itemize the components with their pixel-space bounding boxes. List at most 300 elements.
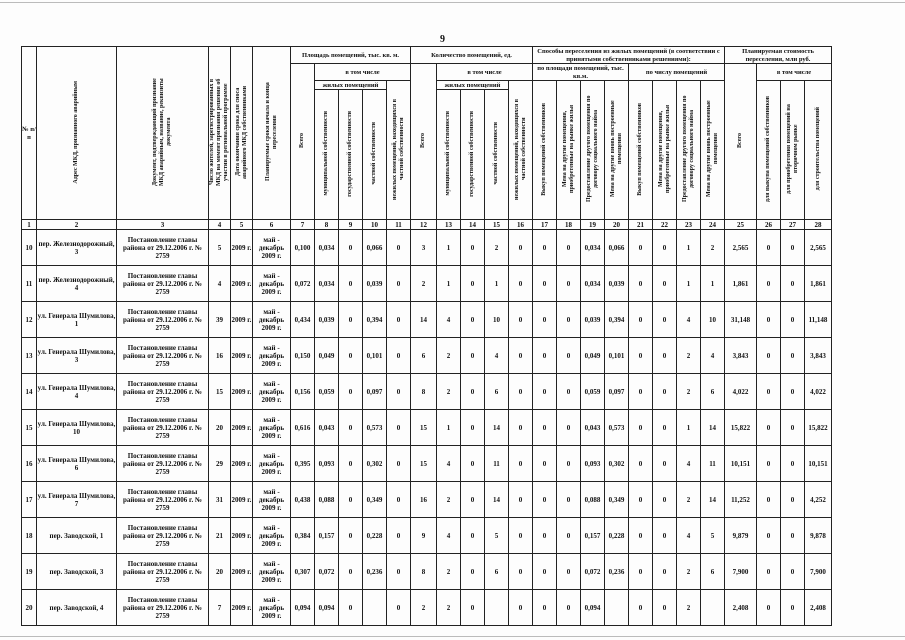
value-cell-col-15 [485,590,509,626]
value-cell-col-25: 2,408 [725,590,757,626]
value-cell-col-7: 0,438 [291,482,315,518]
value-cell-col-9: 0 [339,518,363,554]
header-cost-buyout: для выкупа помещений собственников [757,81,781,220]
value-cell-col-12: 15 [411,410,437,446]
value-cell-col-20: 0,039 [605,266,629,302]
value-cell-col-15: 11 [485,446,509,482]
value-cell-col-20: 0,097 [605,374,629,410]
value-cell-col-19: 0,039 [581,302,605,338]
value-cell-col-13: 1 [437,266,461,302]
table-row [22,446,832,482]
value-cell-col-25: 3,843 [725,338,757,374]
value-cell-col-11: 0 [387,554,411,590]
address-cell: ул. Генерала Шумилова, 6 [37,446,117,482]
value-cell-col-7: 0,150 [291,338,315,374]
value-cell-col-17: 0 [533,266,557,302]
value-cell-col-27: 0 [781,410,805,446]
address-cell: ул. Генерала Шумилова, 10 [37,410,117,446]
value-cell-col-28: 2,408 [805,590,832,626]
column-number: 12 [411,220,437,230]
value-cell-col-23: 4 [677,446,701,482]
row-number: 15 [22,410,37,446]
value-cell-col-15: 14 [485,410,509,446]
value-cell-col-25: 11,252 [725,482,757,518]
value-cell-col-19: 0,049 [581,338,605,374]
header-area-incl: в том числе [315,64,411,81]
value-cell-col-16: 0 [509,482,533,518]
header-count-buyout: Выкуп помещений собственников [629,81,653,220]
value-cell-col-7: 0,616 [291,410,315,446]
value-cell-col-15: 14 [485,482,509,518]
value-cell-col-25: 4,022 [725,374,757,410]
value-cell-col-17: 0 [533,518,557,554]
document-cell: Постановление главы района от 29.12.2006 г. № 2759 [117,230,209,266]
value-cell-col-10: 0,394 [363,302,387,338]
value-cell-col-11: 0 [387,482,411,518]
value-cell-col-10: 0,097 [363,374,387,410]
value-cell-col-16: 0 [509,518,533,554]
value-cell-col-15: 5 [485,518,509,554]
column-number: 17 [533,220,557,230]
value-cell-col-23: 1 [677,230,701,266]
address-cell: пер. Заводской, 3 [37,554,117,590]
value-cell-col-16: 0 [509,230,533,266]
value-cell-col-10: 0,066 [363,230,387,266]
value-cell-col-24: 2 [701,230,725,266]
value-cell-col-14: 0 [461,230,485,266]
value-cell-col-28: 2,565 [805,230,832,266]
header-residents: Число жителей, зарегистрированных в МКД на момент признания решения об участии в региональной программе [209,47,231,220]
document-cell: Постановление главы района от 29.12.2006 г. № 2759 [117,590,209,626]
address-cell: пер. Заводской, 1 [37,518,117,554]
value-cell-col-27: 0 [781,518,805,554]
table-row [22,338,832,374]
value-cell-col-16: 0 [509,554,533,590]
period-cell: май - декабрь 2009 г. [253,266,291,302]
value-cell-col-20: 0,349 [605,482,629,518]
value-cell-col-28: 4,022 [805,374,832,410]
row-number: 13 [22,338,37,374]
value-cell-col-19: 0,043 [581,410,605,446]
column-number: 14 [461,220,485,230]
value-cell-col-7: 0,434 [291,302,315,338]
header-by-area: по площади помещений, тыс. кв.м. [533,64,629,81]
value-cell-col-13: 2 [437,554,461,590]
value-cell-col-27: 0 [781,302,805,338]
column-number: 1 [22,220,37,230]
value-cell-col-8: 0,093 [315,446,339,482]
value-cell-col-16: 0 [509,266,533,302]
header-cost-total: Всего [725,64,757,220]
value-cell-col-23: 1 [677,266,701,302]
document-cell: Постановление главы района от 29.12.2006 г. № 2759 [117,446,209,482]
value-cell-col-15: 10 [485,302,509,338]
document-cell: Постановление главы района от 29.12.2006 г. № 2759 [117,554,209,590]
table-row [22,518,832,554]
value-cell-col-8: 0,072 [315,554,339,590]
value-cell-col-24: 5 [701,518,725,554]
header-area-exch-bought: Мена на другие помещения, приобретенные на рынке жилья [557,81,581,220]
period-cell: май - декабрь 2009 г. [253,554,291,590]
period-cell: май - декабрь 2009 г. [253,374,291,410]
table-row [22,374,832,410]
value-cell-col-24: 11 [701,446,725,482]
header-area-state: государственной собственности [339,90,363,220]
value-cell-col-9: 0 [339,410,363,446]
value-cell-col-12: 15 [411,446,437,482]
value-cell-col-23: 2 [677,482,701,518]
value-cell-col-9: 0 [339,338,363,374]
value-cell-col-8: 0,034 [315,266,339,302]
table-row [22,266,832,302]
residents-cell: 5 [209,230,231,266]
address-cell: ул. Генерала Шумилова, 7 [37,482,117,518]
value-cell-col-12: 2 [411,590,437,626]
value-cell-col-24: 6 [701,374,725,410]
value-cell-col-10: 0,228 [363,518,387,554]
value-cell-col-27: 0 [781,230,805,266]
demolition-date-cell: 2009 г. [231,266,253,302]
value-cell-col-26: 0 [757,554,781,590]
value-cell-col-12: 16 [411,482,437,518]
value-cell-col-20: 0,302 [605,446,629,482]
value-cell-col-7: 0,307 [291,554,315,590]
value-cell-col-10: 0,573 [363,410,387,446]
value-cell-col-10: 0,349 [363,482,387,518]
value-cell-col-28: 15,822 [805,410,832,446]
column-number: 22 [653,220,677,230]
header-count-exch-built: Мена на другие вновь построенные помещения [701,81,725,220]
value-cell-col-26: 0 [757,590,781,626]
header-document: Документ, подтверждающий признание МКД аварийным, название, реквизиты документа [117,47,209,220]
header-cost-purchase: для приобретения помещений на вторичном рынке [781,81,805,220]
value-cell-col-16: 0 [509,410,533,446]
document-cell: Постановление главы района от 29.12.2006 г. № 2759 [117,338,209,374]
value-cell-col-27: 0 [781,554,805,590]
address-cell: пер. Железнодорожный, 4 [37,266,117,302]
demolition-date-cell: 2009 г. [231,590,253,626]
value-cell-col-12: 9 [411,518,437,554]
value-cell-col-13: 4 [437,302,461,338]
header-area-buyout: Выкуп помещений собственников [533,81,557,220]
value-cell-col-14: 0 [461,338,485,374]
table-row [22,410,832,446]
column-number: 28 [805,220,832,230]
value-cell-col-14: 0 [461,590,485,626]
document-cell: Постановление главы района от 29.12.2006 г. № 2759 [117,518,209,554]
value-cell-col-27: 0 [781,446,805,482]
header-cost-build: для строительства помещений [805,81,832,220]
value-cell-col-19: 0,093 [581,446,605,482]
period-cell: май - декабрь 2009 г. [253,410,291,446]
residents-cell: 15 [209,374,231,410]
value-cell-col-11: 0 [387,446,411,482]
value-cell-col-22: 0 [653,446,677,482]
column-number: 23 [677,220,701,230]
value-cell-col-20: 0,573 [605,410,629,446]
value-cell-col-20: 0,066 [605,230,629,266]
value-cell-col-23: 2 [677,590,701,626]
value-cell-col-21: 0 [629,554,653,590]
value-cell-col-18: 0 [557,590,581,626]
value-cell-col-7: 0,100 [291,230,315,266]
value-cell-col-23: 2 [677,338,701,374]
header-count-municipal: муниципальной собственности [437,90,461,220]
value-cell-col-28: 7,900 [805,554,832,590]
header-count-residential: жилых помещений [437,81,509,90]
value-cell-col-20: 0,236 [605,554,629,590]
column-number: 24 [701,220,725,230]
value-cell-col-21: 0 [629,446,653,482]
value-cell-col-13: 1 [437,410,461,446]
demolition-date-cell: 2009 г. [231,482,253,518]
value-cell-col-14: 0 [461,266,485,302]
value-cell-col-15: 1 [485,266,509,302]
demolition-date-cell: 2009 г. [231,446,253,482]
value-cell-col-18: 0 [557,266,581,302]
header-row-number: № п/п [22,47,37,220]
residents-cell: 4 [209,266,231,302]
row-number: 17 [22,482,37,518]
value-cell-col-16: 0 [509,590,533,626]
value-cell-col-13: 1 [437,230,461,266]
value-cell-col-7: 0,072 [291,266,315,302]
value-cell-col-10: 0,236 [363,554,387,590]
value-cell-col-11: 0 [387,302,411,338]
value-cell-col-24 [701,590,725,626]
value-cell-col-20: 0,394 [605,302,629,338]
value-cell-col-25: 10,151 [725,446,757,482]
value-cell-col-18: 0 [557,374,581,410]
residents-cell: 16 [209,338,231,374]
residents-cell: 7 [209,590,231,626]
table-row [22,590,832,626]
value-cell-col-7: 0,384 [291,518,315,554]
value-cell-col-20 [605,590,629,626]
value-cell-col-12: 6 [411,338,437,374]
demolition-date-cell: 2009 г. [231,554,253,590]
value-cell-col-23: 2 [677,554,701,590]
address-cell: ул. Генерала Шумилова, 1 [37,302,117,338]
value-cell-col-25: 7,900 [725,554,757,590]
header-area-private: частной собственности [363,90,387,220]
header-area-total: Всего [291,64,315,220]
row-number: 19 [22,554,37,590]
value-cell-col-9: 0 [339,230,363,266]
value-cell-col-9: 0 [339,554,363,590]
residents-cell: 20 [209,554,231,590]
table-row [22,302,832,338]
value-cell-col-13: 4 [437,446,461,482]
column-number: 6 [253,220,291,230]
value-cell-col-22: 0 [653,410,677,446]
value-cell-col-25: 15,822 [725,410,757,446]
row-number: 20 [22,590,37,626]
value-cell-col-16: 0 [509,302,533,338]
column-number: 5 [231,220,253,230]
value-cell-col-11: 0 [387,590,411,626]
value-cell-col-14: 0 [461,302,485,338]
value-cell-col-26: 0 [757,446,781,482]
address-cell: пер. Железнодорожный, 3 [37,230,117,266]
demolition-date-cell: 2009 г. [231,230,253,266]
value-cell-col-21: 0 [629,302,653,338]
value-cell-col-16: 0 [509,374,533,410]
column-number: 26 [757,220,781,230]
value-cell-col-19: 0,088 [581,482,605,518]
header-area-residential: жилых помещений [315,81,387,90]
column-number: 27 [781,220,805,230]
column-number: 3 [117,220,209,230]
value-cell-col-10 [363,590,387,626]
value-cell-col-23: 4 [677,302,701,338]
address-cell: ул. Генерала Шумилова, 4 [37,374,117,410]
residents-cell: 29 [209,446,231,482]
value-cell-col-17: 0 [533,590,557,626]
column-number: 16 [509,220,533,230]
value-cell-col-19: 0,034 [581,230,605,266]
value-cell-col-22: 0 [653,338,677,374]
value-cell-col-8: 0,049 [315,338,339,374]
resettlement-table [21,46,832,626]
value-cell-col-22: 0 [653,374,677,410]
value-cell-col-19: 0,094 [581,590,605,626]
value-cell-col-7: 0,156 [291,374,315,410]
value-cell-col-8: 0,157 [315,518,339,554]
value-cell-col-22: 0 [653,554,677,590]
value-cell-col-25: 9,879 [725,518,757,554]
document-cell: Постановление главы района от 29.12.2006 г. № 2759 [117,410,209,446]
value-cell-col-26: 0 [757,338,781,374]
value-cell-col-28: 1,861 [805,266,832,302]
value-cell-col-12: 3 [411,230,437,266]
value-cell-col-23: 2 [677,374,701,410]
value-cell-col-24: 1 [701,266,725,302]
value-cell-col-8: 0,043 [315,410,339,446]
value-cell-col-15: 6 [485,554,509,590]
value-cell-col-12: 2 [411,266,437,302]
period-cell: май - декабрь 2009 г. [253,446,291,482]
value-cell-col-18: 0 [557,230,581,266]
period-cell: май - декабрь 2009 г. [253,590,291,626]
header-period: Планируемые сроки начала и конца переселения [253,47,291,220]
value-cell-col-22: 0 [653,518,677,554]
document-cell: Постановление главы района от 29.12.2006 г. № 2759 [117,482,209,518]
header-area: Площадь помещений, тыс. кв. м. [291,47,411,64]
value-cell-col-11: 0 [387,518,411,554]
value-cell-col-11: 0 [387,338,411,374]
value-cell-col-18: 0 [557,410,581,446]
value-cell-col-24: 4 [701,338,725,374]
value-cell-col-28: 3,843 [805,338,832,374]
value-cell-col-18: 0 [557,446,581,482]
value-cell-col-13: 4 [437,518,461,554]
value-cell-col-24: 6 [701,554,725,590]
value-cell-col-13: 2 [437,338,461,374]
value-cell-col-21: 0 [629,410,653,446]
value-cell-col-20: 0,228 [605,518,629,554]
value-cell-col-15: 4 [485,338,509,374]
value-cell-col-12: 14 [411,302,437,338]
value-cell-col-17: 0 [533,446,557,482]
value-cell-col-22: 0 [653,590,677,626]
row-number: 16 [22,446,37,482]
header-count-private: частной собственности [485,90,509,220]
value-cell-col-18: 0 [557,482,581,518]
value-cell-col-22: 0 [653,266,677,302]
value-cell-col-21: 0 [629,374,653,410]
row-number: 14 [22,374,37,410]
value-cell-col-10: 0,101 [363,338,387,374]
value-cell-col-28: 10,151 [805,446,832,482]
period-cell: май - декабрь 2009 г. [253,230,291,266]
value-cell-col-17: 0 [533,482,557,518]
column-number: 9 [339,220,363,230]
value-cell-col-19: 0,034 [581,266,605,302]
header-count-incl: в том числе [437,64,533,81]
residents-cell: 21 [209,518,231,554]
column-number-row [22,220,832,230]
value-cell-col-11: 0 [387,410,411,446]
value-cell-col-7: 0,094 [291,590,315,626]
header-count: Количество помещений, ед. [411,47,533,64]
column-number: 10 [363,220,387,230]
value-cell-col-26: 0 [757,374,781,410]
value-cell-col-12: 8 [411,554,437,590]
column-number: 2 [37,220,117,230]
value-cell-col-26: 0 [757,410,781,446]
page-number: 9 [440,34,445,45]
value-cell-col-27: 0 [781,338,805,374]
header-count-exch-bought: Мена на другие помещения, приобретенные на рынке жилья [653,81,677,220]
value-cell-col-11: 0 [387,230,411,266]
value-cell-col-26: 0 [757,518,781,554]
scan-bottom-edge [0,636,905,637]
period-cell: май - декабрь 2009 г. [253,482,291,518]
document-cell: Постановление главы района от 29.12.2006 г. № 2759 [117,374,209,410]
header-count-social-lease: Предоставление другого помещения по договору социального найма [677,81,701,220]
value-cell-col-14: 0 [461,518,485,554]
value-cell-col-16: 0 [509,446,533,482]
header-area-municipal: муниципальной собственности [315,90,339,220]
period-cell: май - декабрь 2009 г. [253,518,291,554]
value-cell-col-16: 0 [509,338,533,374]
value-cell-col-28: 4,252 [805,482,832,518]
header-demolition-date: Дата окончания срока для сноса аварийного МКД собственниками [231,47,253,220]
value-cell-col-27: 0 [781,266,805,302]
value-cell-col-13: 2 [437,590,461,626]
value-cell-col-13: 2 [437,374,461,410]
value-cell-col-27: 0 [781,482,805,518]
header-by-count: по числу помещений [629,64,725,81]
value-cell-col-9: 0 [339,374,363,410]
column-number: 25 [725,220,757,230]
value-cell-col-17: 0 [533,554,557,590]
demolition-date-cell: 2009 г. [231,374,253,410]
row-number: 10 [22,230,37,266]
column-number: 21 [629,220,653,230]
value-cell-col-21: 0 [629,230,653,266]
value-cell-col-26: 0 [757,266,781,302]
value-cell-col-9: 0 [339,266,363,302]
value-cell-col-22: 0 [653,230,677,266]
value-cell-col-22: 0 [653,482,677,518]
value-cell-col-13: 2 [437,482,461,518]
column-number: 20 [605,220,629,230]
value-cell-col-14: 0 [461,374,485,410]
header-count-nonres: нежилых помещений, находящихся в частной собственности [509,81,533,220]
value-cell-col-25: 2,565 [725,230,757,266]
